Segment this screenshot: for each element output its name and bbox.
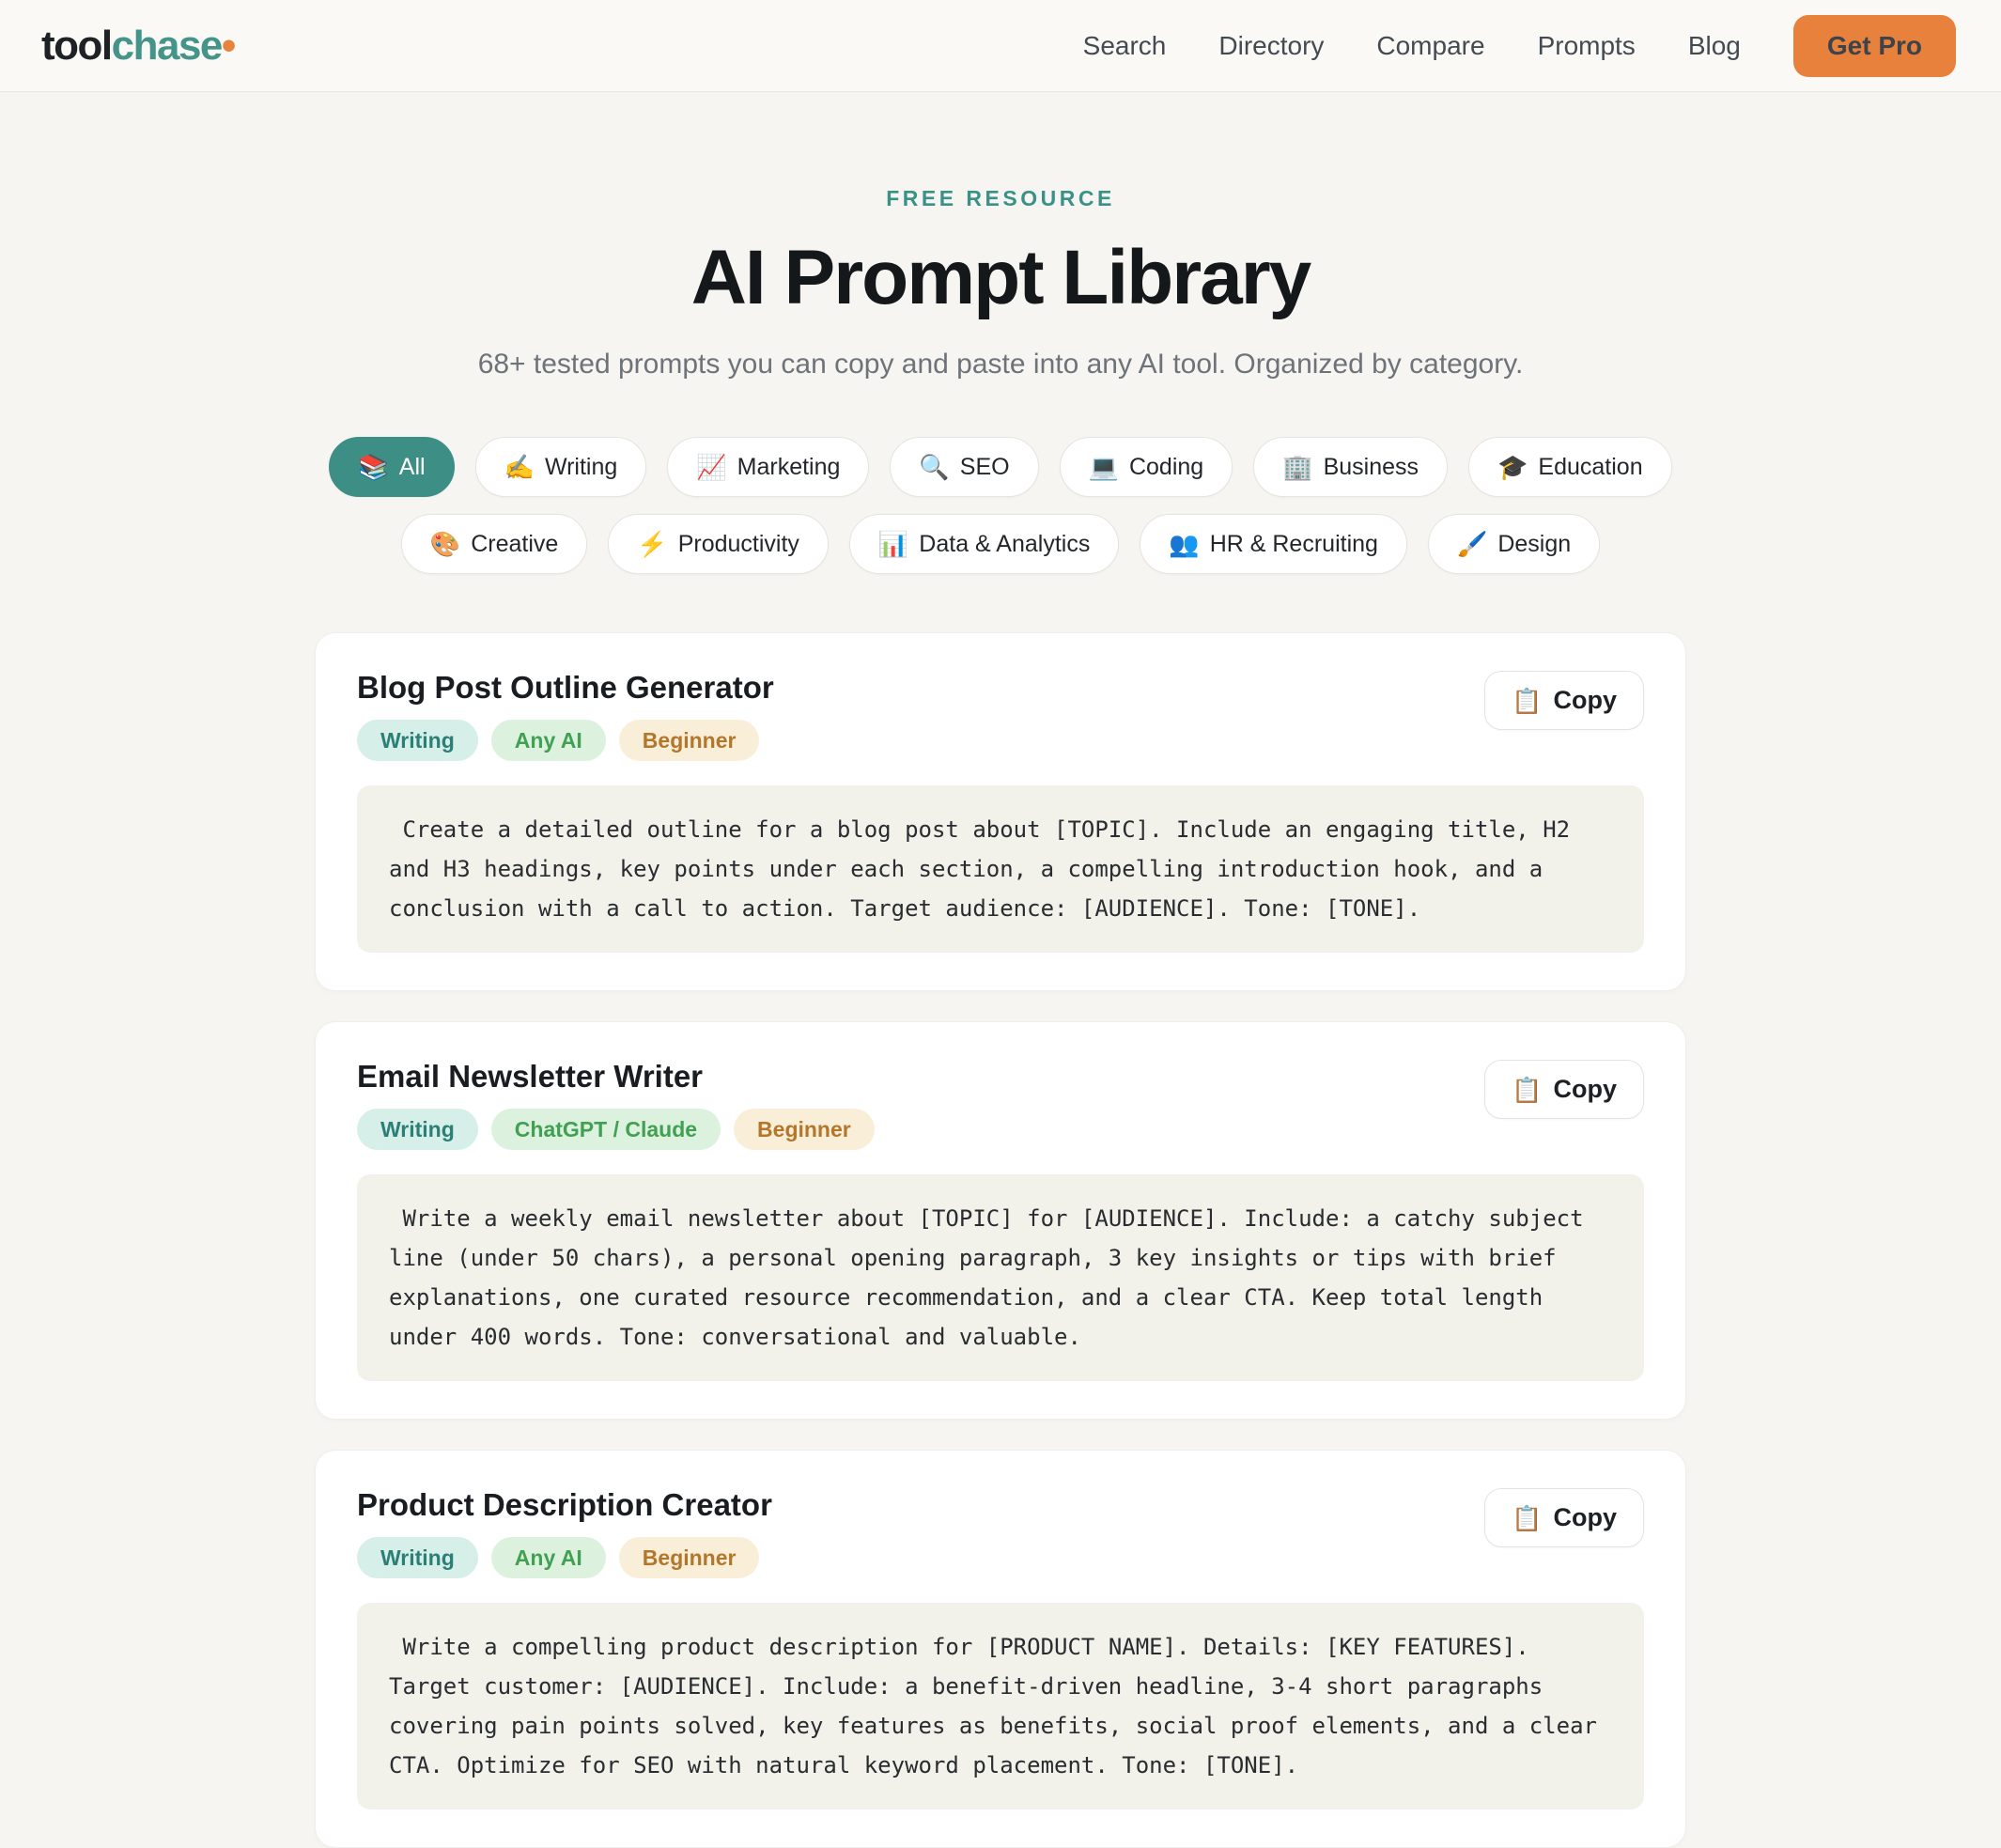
filter-pill-marketing[interactable]	[667, 437, 869, 497]
bar-chart-icon: 📊	[877, 530, 909, 559]
site-header	[0, 0, 2001, 92]
books-icon: 📚	[358, 453, 389, 482]
tag-list	[357, 720, 774, 761]
tag-beginner: Beginner	[619, 720, 760, 761]
prompt-card-list	[315, 632, 1686, 1848]
tag-list	[357, 1537, 772, 1578]
clipboard-icon: 📋	[1512, 686, 1543, 715]
hero-section	[0, 186, 2001, 380]
filter-label: Productivity	[677, 530, 799, 557]
category-filters	[0, 437, 2001, 574]
get-pro-button[interactable]: Get Pro	[1793, 15, 1956, 77]
prompt-card-email-newsletter	[315, 1021, 1686, 1420]
prompt-text: Write a weekly email newsletter about [TOPIC] for [AUDIENCE]. Include: a catchy subject line (under 50 chars), a personal opening paragraph, 3 key insights or tips with brief explanations, one curated resource recommendation, and a clear CTA. Keep total length under 400 words. Tone: conversational and valuable.	[357, 1174, 1644, 1381]
card-header	[357, 1488, 1644, 1578]
tag-any-ai: Any AI	[491, 1537, 606, 1578]
copy-button-label: Copy	[1553, 1075, 1617, 1104]
filter-pill-education[interactable]	[1468, 437, 1672, 497]
nav-link-search[interactable]: Search	[1082, 30, 1167, 60]
tag-beginner: Beginner	[619, 1537, 760, 1578]
copy-button-label: Copy	[1553, 1503, 1617, 1532]
graduation-cap-icon: 🎓	[1497, 453, 1528, 482]
logo[interactable]	[41, 23, 235, 70]
prompt-card-product-description	[315, 1450, 1686, 1848]
filter-pill-coding[interactable]	[1060, 437, 1233, 497]
prompt-text: Create a detailed outline for a blog post about [TOPIC]. Include an engaging title, H2 and H3 headings, key points under each section, a compelling introduction hook, and a conclusion with a call to action. Target audience: [AUDIENCE]. Tone: [TONE].	[357, 785, 1644, 953]
high-voltage-icon: ⚡	[637, 530, 668, 559]
filter-pill-seo[interactable]	[890, 437, 1038, 497]
artist-palette-icon: 🎨	[429, 530, 461, 559]
card-title: Product Description Creator	[357, 1487, 772, 1523]
filter-label: Coding	[1128, 453, 1204, 480]
card-title-group	[357, 1488, 772, 1578]
busts-in-silhouette-icon: 👥	[1169, 530, 1200, 559]
copy-button-label: Copy	[1553, 686, 1617, 715]
filter-label: Creative	[471, 530, 559, 557]
card-title: Blog Post Outline Generator	[357, 670, 774, 706]
tag-beginner: Beginner	[734, 1109, 875, 1150]
filter-label: Design	[1497, 530, 1572, 557]
filter-label: Education	[1538, 453, 1643, 480]
filter-row-1	[329, 437, 1671, 497]
prompt-card-blog-post-outline	[315, 632, 1686, 991]
logo-text-teal: chase	[111, 22, 222, 69]
logo-text-dark: tool	[41, 22, 112, 69]
filter-label: HR & Recruiting	[1209, 530, 1378, 557]
magnifying-glass-icon: 🔍	[919, 453, 950, 482]
filter-label: Writing	[544, 453, 618, 480]
paintbrush-icon: 🖌️	[1456, 530, 1488, 559]
writing-hand-icon: ✍️	[504, 453, 535, 482]
card-title: Email Newsletter Writer	[357, 1059, 704, 1095]
nav-link-directory[interactable]: Directory	[1218, 30, 1325, 60]
tag-writing: Writing	[357, 1537, 478, 1578]
logo-dot-icon: •	[221, 22, 235, 69]
nav-link-compare[interactable]: Compare	[1376, 30, 1485, 60]
tag-writing: Writing	[357, 1109, 478, 1150]
filter-pill-data-analytics[interactable]	[849, 514, 1119, 574]
card-header	[357, 1060, 1644, 1150]
copy-button[interactable]	[1484, 671, 1644, 730]
filter-label: All	[398, 453, 426, 480]
card-title-group	[357, 671, 774, 761]
filter-pill-all[interactable]	[329, 437, 454, 497]
copy-button[interactable]	[1484, 1060, 1644, 1119]
filter-row-2	[401, 514, 1600, 574]
tag-any-ai: Any AI	[491, 720, 606, 761]
filter-pill-writing[interactable]	[475, 437, 647, 497]
page-subtitle: 68+ tested prompts you can copy and paste into any AI tool. Organized by category.	[477, 349, 1524, 380]
filter-pill-creative[interactable]	[401, 514, 587, 574]
hero-eyebrow: FREE RESOURCE	[886, 186, 1115, 210]
filter-label: Data & Analytics	[919, 530, 1091, 557]
laptop-icon: 💻	[1088, 453, 1119, 482]
nav-link-prompts[interactable]: Prompts	[1537, 30, 1636, 60]
filter-pill-productivity[interactable]	[608, 514, 829, 574]
copy-button[interactable]	[1484, 1488, 1644, 1547]
filter-pill-design[interactable]	[1428, 514, 1600, 574]
clipboard-icon: 📋	[1512, 1075, 1543, 1104]
prompt-text: Write a compelling product description for [PRODUCT NAME]. Details: [KEY FEATURES]. Target customer: [AUDIENCE]. Include: a benefit-driven headline, 3-4 short paragraphs covering pain points solved, key features as benefits, social proof elements, and a clear CTA. Optimize for SEO with natural keyword placement. Tone: [TONE].	[357, 1603, 1644, 1809]
nav-link-blog[interactable]: Blog	[1687, 30, 1741, 60]
filter-label: SEO	[959, 453, 1010, 480]
tag-chatgpt-claude: ChatGPT / Claude	[491, 1109, 721, 1150]
filter-pill-hr-recruiting[interactable]	[1140, 514, 1407, 574]
filter-pill-business[interactable]	[1253, 437, 1448, 497]
main-nav	[1083, 15, 1956, 77]
tag-list	[357, 1109, 875, 1150]
office-building-icon: 🏢	[1282, 453, 1313, 482]
filter-label: Business	[1323, 453, 1419, 480]
page-title: AI Prompt Library	[690, 235, 1311, 320]
chart-increasing-icon: 📈	[696, 453, 727, 482]
clipboard-icon: 📋	[1512, 1503, 1543, 1532]
card-header	[357, 671, 1644, 761]
filter-label: Marketing	[737, 453, 841, 480]
main-content	[0, 186, 2001, 1848]
tag-writing: Writing	[357, 720, 478, 761]
card-title-group	[357, 1060, 875, 1150]
